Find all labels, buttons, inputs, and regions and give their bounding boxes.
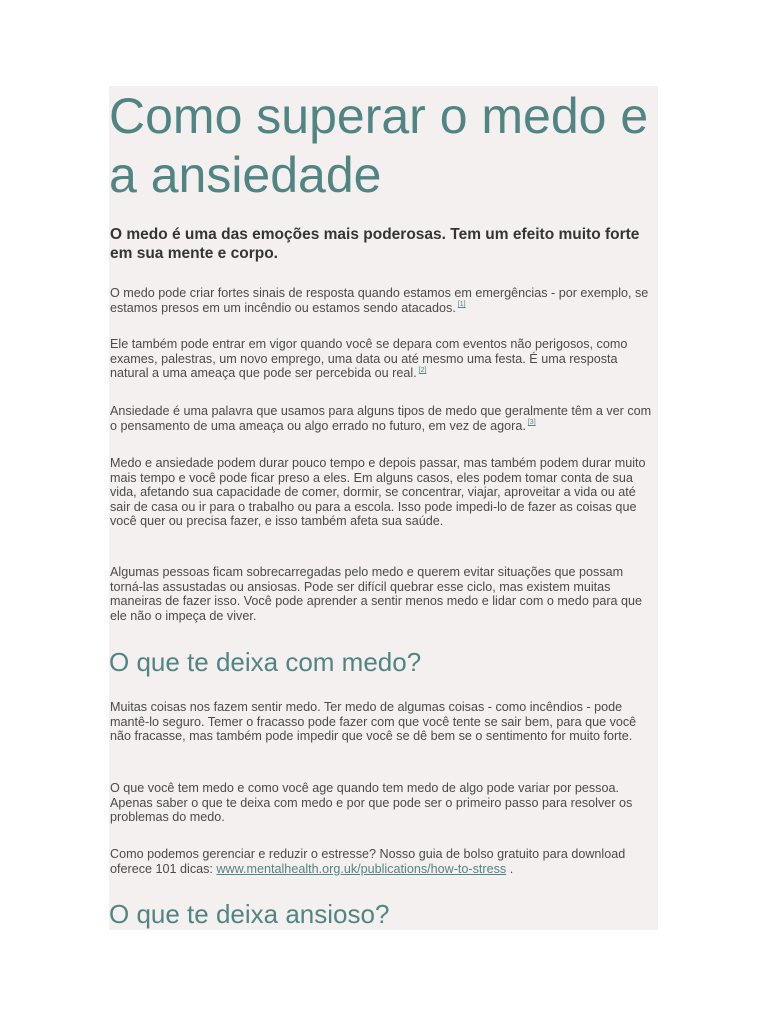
footnote-ref-3[interactable]: [3] <box>527 419 536 427</box>
paragraph-text: Ele também pode entrar em vigor quando você se depara com eventos não perigosos, como exames, palestras, um novo emprego, uma data ou até mesmo uma festa. É uma resposta natural a uma ameaça que pode ser percebida ou real. <box>110 337 628 381</box>
section1-paragraph-3 <box>110 847 658 876</box>
paragraph-5 <box>110 565 658 623</box>
paragraph-4 <box>110 456 658 529</box>
paragraph-text: Como podemos gerenciar e reduzir o estresse? Nosso guia de bolso gratuito para download oferece 101 dicas: <box>110 847 626 876</box>
footnote-ref-1[interactable]: [1] <box>457 301 466 309</box>
paragraph-text: O que você tem medo e como você age quando tem medo de algo pode variar por pessoa. Apenas saber o que te deixa com medo e por que pode ser o primeiro passo para resolver os problemas do medo. <box>110 781 633 825</box>
paragraph-text: Algumas pessoas ficam sobrecarregadas pelo medo e querem evitar situações que possam torná-las assustadas ou ansiosas. Pode ser difícil quebrar esse ciclo, mas existem muitas maneiras de fazer isso. Você pode aprender a sentir menos medo e lidar com o medo para que ele não o impeça de viver. <box>110 565 643 623</box>
paragraph-3 <box>110 404 658 433</box>
section-heading-fear: O que te deixa com medo? <box>109 647 422 677</box>
paragraph-1 <box>110 286 658 315</box>
paragraph-2 <box>110 337 658 381</box>
section1-paragraph-2 <box>110 781 658 825</box>
section-heading-anxiety: O que te deixa ansioso? <box>109 899 390 929</box>
paragraph-text: Muitas coisas nos fazem sentir medo. Ter medo de algumas coisas - como incêndios - pode mantê-lo seguro. Temer o fracasso pode fazer com que você tente se sair bem, para que você não fracasse, mas também pode impedir que você se dê bem se o sentimento for muito forte. <box>110 700 637 744</box>
paragraph-text: Ansiedade é uma palavra que usamos para alguns tipos de medo que geralmente têm a ver com o pensamento de uma ameaça ou algo errado no futuro, em vez de agora. <box>110 404 652 433</box>
lead-paragraph: O medo é uma das emoções mais poderosas. Tem um efeito muito forte em sua mente e corpo. <box>110 226 640 262</box>
paragraph-text: Medo e ansiedade podem durar pouco tempo e depois passar, mas também podem durar muito mais tempo e você pode ficar preso a eles. Em alguns casos, eles podem tomar conta de sua vida, afetando sua capacidade de comer, dormir, se concentrar, viajar, aproveitar a vida ou até sair de casa ou ir para o trabalho ou para a escola. Isso pode impedi-lo de fazer as coisas que você quer ou precisa fazer, e isso também afeta sua saúde. <box>110 456 646 529</box>
page-title: Como superar o medo e a ansiedade <box>109 88 649 203</box>
footnote-ref-2[interactable]: [2] <box>418 367 427 374</box>
paragraph-text: O medo pode criar fortes sinais de resposta quando estamos em emergências - por exemplo, se estamos presos em um incêndio ou estamos sendo atacados. <box>110 286 649 315</box>
section1-paragraph-1 <box>110 700 658 744</box>
link-trailing-punct: . <box>509 861 514 876</box>
mental-health-link[interactable]: www.mentalhealth.org.uk/publications/how-to-stress <box>216 861 507 876</box>
article-panel <box>109 86 658 930</box>
